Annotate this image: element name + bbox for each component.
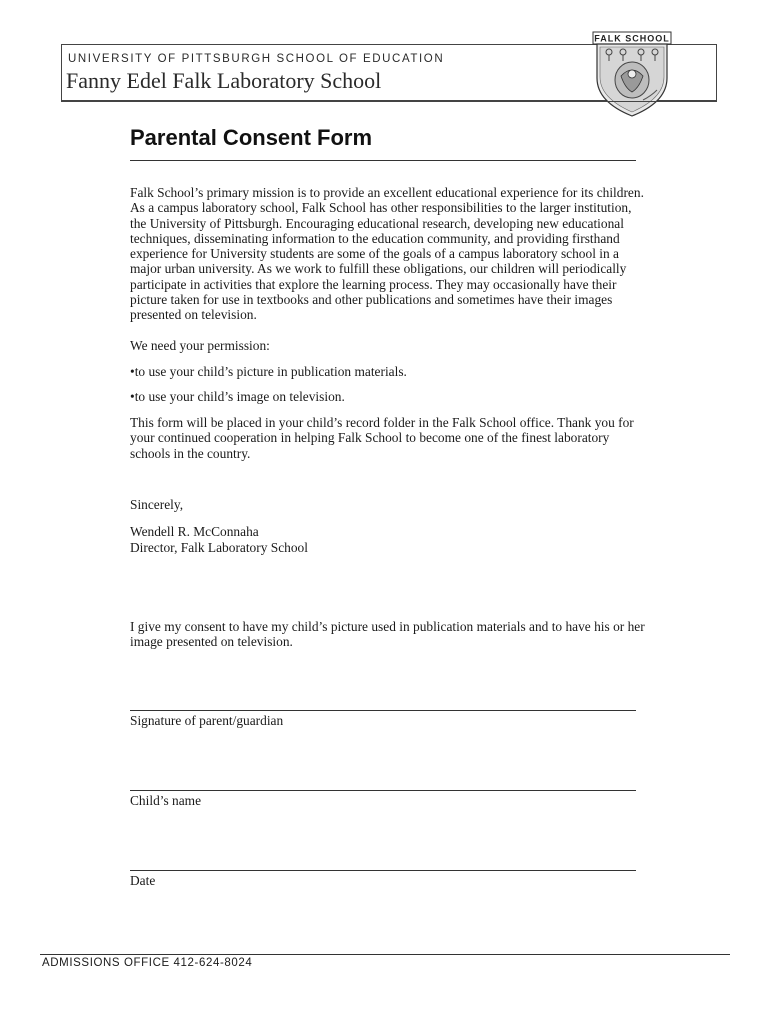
permission-bullet-1: •to use your child’s picture in publication materials. — [130, 364, 407, 379]
signature-label: Signature of parent/guardian — [130, 713, 284, 728]
crest-label: FALK SCHOOL — [594, 33, 670, 44]
child-name-line[interactable] — [130, 790, 636, 791]
school-name: Fanny Edel Falk Laboratory School — [66, 68, 382, 93]
header-divider — [61, 101, 717, 102]
university-name: UNIVERSITY OF PITTSBURGH SCHOOL OF EDUCATION — [68, 53, 445, 65]
signer-name: Wendell R. McConnaha — [130, 524, 259, 539]
mission-paragraph: Falk School’s primary mission is to provide an excellent educational experience for its children. As a campus laboratory school, Falk School has other responsibilities to the larger institution, the University of Pittsburgh. Encouraging educational research, developing new educational techniques, disseminating information to the education community, and providing firsthand experience for University students are some of the goals of a campus laboratory school in a major urban university. As we work to fulfill these obligations, our children will periodically participate in activities that explore the learning process. They may occasionally have their picture taken for use in textbooks and other publications and sometimes have their images presented on television. — [130, 185, 644, 323]
page-title: Parental Consent Form — [130, 125, 373, 150]
admissions-office-footer: ADMISSIONS OFFICE 412-624-8024 — [42, 957, 253, 969]
child-name-label: Child’s name — [130, 793, 202, 808]
date-label: Date — [130, 873, 156, 888]
permission-bullet-2: •to use your child’s image on television. — [130, 389, 345, 404]
date-line[interactable] — [130, 870, 636, 871]
footer-divider — [40, 954, 730, 955]
consent-paragraph: I give my consent to have my child’s picture used in publication materials and to have his or her image presented on television. — [130, 619, 645, 650]
permission-paragraph: We need your permission: — [130, 338, 270, 353]
title-divider — [130, 160, 636, 161]
falk-school-crest — [591, 30, 673, 120]
record-paragraph: This form will be placed in your child’s record folder in the Falk School office. Thank you for your continued cooperation in helping Falk School to become one of the finest laboratory schools in the country. — [130, 415, 634, 461]
closing-text: Sincerely, — [130, 497, 184, 512]
signature-line[interactable] — [130, 710, 636, 711]
signer-title: Director, Falk Laboratory School — [130, 540, 308, 555]
